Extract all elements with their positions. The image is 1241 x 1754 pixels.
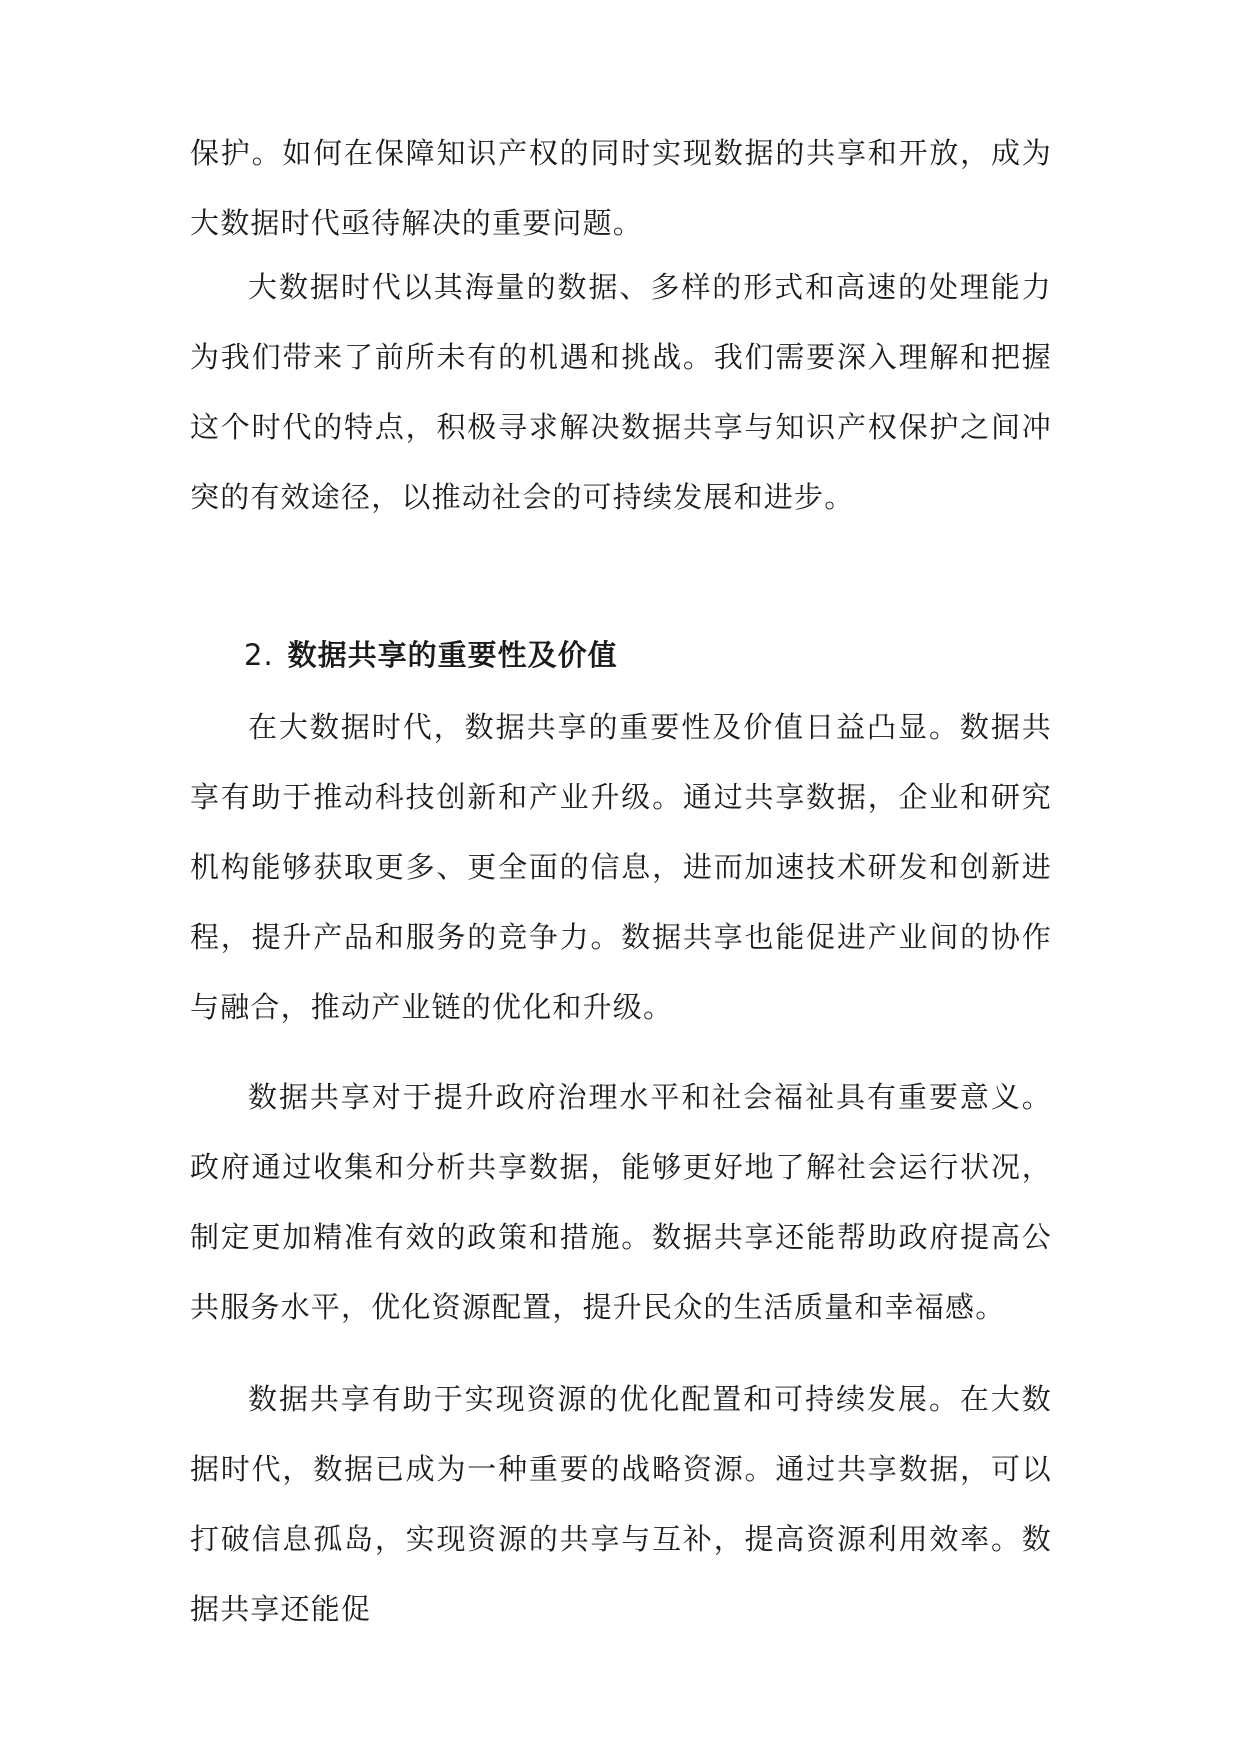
section-number: 2.	[244, 638, 274, 672]
paragraph-5: 数据共享有助于实现资源的优化配置和可持续发展。在大数据时代，数据已成为一种重要的战略资源。通过共享数据，可以打破信息孤岛，实现资源的共享与互补，提高资源利用效率。数据共享还能促	[190, 1382, 1052, 1626]
paragraph-3: 在大数据时代，数据共享的重要性及价值日益凸显。数据共享有助于推动科技创新和产业升级。通过共享数据，企业和研究机构能够获取更多、更全面的信息，进而加速技术研发和创新进程，提升产品和服务的竞争力。数据共享也能促进产业间的协作与融合，推动产业链的优化和升级。	[190, 710, 1052, 1024]
paragraph-4: 数据共享对于提升政府治理水平和社会福祉具有重要意义。政府通过收集和分析共享数据，能够更好地了解社会运行状况，制定更加精准有效的政策和措施。数据共享还能帮助政府提高公共服务水平，优化资源配置，提升民众的生活质量和幸福感。	[190, 1080, 1052, 1324]
paragraph-2: 大数据时代以其海量的数据、多样的形式和高速的处理能力为我们带来了前所未有的机遇和挑战。我们需要深入理解和把握这个时代的特点，积极寻求解决数据共享与知识产权保护之间冲突的有效途径，以推动社会的可持续发展和进步。	[190, 270, 1052, 514]
section-title: 数据共享的重要性及价值	[287, 638, 618, 672]
paragraph-1: 保护。如何在保障知识产权的同时实现数据的共享和开放，成为大数据时代亟待解决的重要问题。	[190, 136, 1052, 240]
section-heading	[244, 620, 618, 690]
